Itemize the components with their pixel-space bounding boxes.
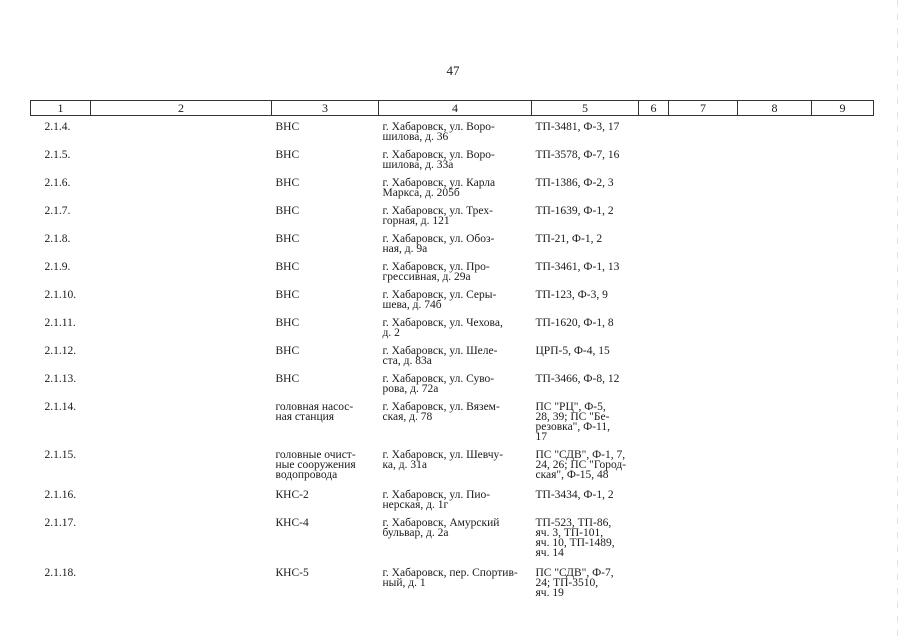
row-col8 bbox=[738, 144, 812, 172]
row-col6 bbox=[639, 312, 669, 340]
row-number bbox=[31, 396, 91, 444]
row-col2 bbox=[91, 512, 272, 562]
object-name bbox=[272, 256, 379, 284]
row-col7 bbox=[669, 116, 738, 144]
row-col8 bbox=[738, 172, 812, 200]
object-address bbox=[379, 340, 532, 368]
object-name-text: ВНС bbox=[275, 316, 300, 329]
object-address-text: г. Хабаровск, ул. Суво- рова, д. 72а bbox=[382, 372, 495, 395]
row-col8 bbox=[738, 396, 812, 444]
object-name-text: ВНС bbox=[275, 288, 300, 301]
power-source bbox=[532, 256, 639, 284]
row-col7 bbox=[669, 340, 738, 368]
object-name bbox=[272, 340, 379, 368]
power-source bbox=[532, 172, 639, 200]
row-col6 bbox=[639, 484, 669, 512]
object-name bbox=[272, 228, 379, 256]
row-col9 bbox=[812, 228, 874, 256]
object-name-text: ВНС bbox=[275, 176, 300, 189]
row-number-text: 2.1.18. bbox=[44, 566, 77, 579]
row-col2 bbox=[91, 562, 272, 602]
row-col8 bbox=[738, 200, 812, 228]
column-number: 4 bbox=[379, 101, 532, 116]
object-name bbox=[272, 368, 379, 396]
row-col7 bbox=[669, 368, 738, 396]
row-number bbox=[31, 172, 91, 200]
power-source-text: ТП-3481, Ф-3, 17 bbox=[535, 121, 620, 133]
object-address bbox=[379, 228, 532, 256]
row-col6 bbox=[639, 284, 669, 312]
row-number bbox=[31, 484, 91, 512]
row-number-text: 2.1.14. bbox=[44, 400, 77, 413]
table-row bbox=[31, 512, 874, 562]
row-col2 bbox=[91, 116, 272, 144]
row-col8 bbox=[738, 340, 812, 368]
row-col9 bbox=[812, 562, 874, 602]
row-col7 bbox=[669, 284, 738, 312]
power-source-text: ТП-21, Ф-1, 2 bbox=[535, 232, 603, 245]
column-number: 3 bbox=[272, 101, 379, 116]
power-source-text: ТП-3578, Ф-7, 16 bbox=[535, 148, 620, 161]
row-number-text: 2.1.9. bbox=[44, 260, 71, 273]
object-address-text: г. Хабаровск, ул. Воро- шилова, д. 36 bbox=[382, 121, 495, 143]
column-number-row bbox=[31, 101, 874, 116]
row-col9 bbox=[812, 368, 874, 396]
row-col7 bbox=[669, 562, 738, 602]
object-address-text: г. Хабаровск, ул. Про- грессивная, д. 29а bbox=[382, 260, 490, 283]
row-col6 bbox=[639, 512, 669, 562]
row-number bbox=[31, 256, 91, 284]
object-address bbox=[379, 116, 532, 144]
row-col6 bbox=[639, 200, 669, 228]
power-source-text: ТП-3434, Ф-1, 2 bbox=[535, 488, 614, 501]
row-col8 bbox=[738, 228, 812, 256]
row-col2 bbox=[91, 144, 272, 172]
power-source-text: ПС "СДВ", Ф-7, 24; ТП-3510, яч. 19 bbox=[535, 566, 614, 599]
row-col8 bbox=[738, 562, 812, 602]
power-source-text: ПС "РЦ", Ф-5, 28, 39; ПС "Бе- резовка", Ф-11, 17 bbox=[535, 400, 610, 443]
row-col7 bbox=[669, 512, 738, 562]
row-col2 bbox=[91, 312, 272, 340]
table-row bbox=[31, 144, 874, 172]
row-col6 bbox=[639, 340, 669, 368]
row-number-text: 2.1.5. bbox=[44, 148, 71, 161]
object-address-text: г. Хабаровск, ул. Вязем- ская, д. 78 bbox=[382, 400, 500, 423]
row-col9 bbox=[812, 144, 874, 172]
row-col7 bbox=[669, 256, 738, 284]
row-col9 bbox=[812, 512, 874, 562]
row-col7 bbox=[669, 228, 738, 256]
column-number: 1 bbox=[31, 101, 91, 116]
row-col9 bbox=[812, 396, 874, 444]
object-name bbox=[272, 484, 379, 512]
power-source bbox=[532, 284, 639, 312]
row-col9 bbox=[812, 200, 874, 228]
row-col7 bbox=[669, 484, 738, 512]
object-address bbox=[379, 562, 532, 602]
object-address bbox=[379, 200, 532, 228]
row-number bbox=[31, 368, 91, 396]
row-number bbox=[31, 444, 91, 484]
row-col2 bbox=[91, 284, 272, 312]
row-col8 bbox=[738, 312, 812, 340]
row-number-text: 2.1.13. bbox=[44, 372, 77, 385]
row-col2 bbox=[91, 368, 272, 396]
object-address-text: г. Хабаровск, ул. Карла Маркса, д. 205б bbox=[382, 176, 496, 199]
row-col8 bbox=[738, 512, 812, 562]
object-name-text: ВНС bbox=[275, 204, 300, 217]
row-col6 bbox=[639, 444, 669, 484]
object-name-text: ВНС bbox=[275, 121, 300, 133]
object-address-text: г. Хабаровск, ул. Трех- горная, д. 121 bbox=[382, 204, 493, 227]
row-number-text: 2.1.6. bbox=[44, 176, 71, 189]
row-col9 bbox=[812, 312, 874, 340]
row-col7 bbox=[669, 172, 738, 200]
column-number: 6 bbox=[639, 101, 669, 116]
scan-edge-mark bbox=[897, 0, 898, 640]
table-row bbox=[31, 228, 874, 256]
object-name-text: ВНС bbox=[275, 148, 300, 161]
table-row bbox=[31, 444, 874, 484]
row-col7 bbox=[669, 396, 738, 444]
power-source bbox=[532, 484, 639, 512]
row-col7 bbox=[669, 144, 738, 172]
object-address bbox=[379, 512, 532, 562]
power-source-text: ТП-1386, Ф-2, 3 bbox=[535, 176, 614, 189]
row-col2 bbox=[91, 200, 272, 228]
object-address-text: г. Хабаровск, ул. Воро- шилова, д. 33а bbox=[382, 148, 495, 171]
object-address bbox=[379, 144, 532, 172]
row-col2 bbox=[91, 340, 272, 368]
row-col8 bbox=[738, 368, 812, 396]
row-number-text: 2.1.17. bbox=[44, 516, 77, 529]
column-number: 2 bbox=[91, 101, 272, 116]
row-col6 bbox=[639, 116, 669, 144]
row-col9 bbox=[812, 284, 874, 312]
table-row bbox=[31, 396, 874, 444]
power-source-text: ТП-3461, Ф-1, 13 bbox=[535, 260, 620, 273]
row-number-text: 2.1.8. bbox=[44, 232, 71, 245]
row-col8 bbox=[738, 484, 812, 512]
object-address-text: г. Хабаровск, ул. Пио- нерская, д. 1г bbox=[382, 488, 491, 511]
table-row bbox=[31, 116, 874, 144]
power-source bbox=[532, 562, 639, 602]
row-col6 bbox=[639, 144, 669, 172]
power-source-text: ТП-3466, Ф-8, 12 bbox=[535, 372, 620, 385]
row-col6 bbox=[639, 256, 669, 284]
object-name-text: ВНС bbox=[275, 344, 300, 357]
table-row bbox=[31, 312, 874, 340]
row-number-text: 2.1.11. bbox=[44, 316, 76, 329]
power-source bbox=[532, 512, 639, 562]
object-address bbox=[379, 396, 532, 444]
table-row bbox=[31, 284, 874, 312]
power-source-text: ТП-523, ТП-86, яч. 3, ТП-101, яч. 10, ТП-1489, яч. 14 bbox=[535, 516, 615, 559]
row-number-text: 2.1.15. bbox=[44, 448, 77, 461]
row-number-text: 2.1.7. bbox=[44, 204, 71, 217]
row-col9 bbox=[812, 172, 874, 200]
row-col9 bbox=[812, 116, 874, 144]
object-name bbox=[272, 116, 379, 144]
row-col8 bbox=[738, 444, 812, 484]
row-number bbox=[31, 200, 91, 228]
object-name bbox=[272, 444, 379, 484]
row-col6 bbox=[639, 172, 669, 200]
row-number bbox=[31, 228, 91, 256]
row-col2 bbox=[91, 172, 272, 200]
row-col8 bbox=[738, 284, 812, 312]
row-number-text: 2.1.16. bbox=[44, 488, 77, 501]
object-name bbox=[272, 562, 379, 602]
object-address bbox=[379, 484, 532, 512]
power-source bbox=[532, 116, 639, 144]
row-col2 bbox=[91, 256, 272, 284]
object-address-text: г. Хабаровск, ул. Обоз- ная, д. 9а bbox=[382, 232, 495, 255]
page-number: 47 bbox=[446, 63, 460, 78]
object-name-text: ВНС bbox=[275, 232, 300, 245]
object-name-text: КНС-2 bbox=[275, 488, 309, 501]
object-name bbox=[272, 172, 379, 200]
row-col9 bbox=[812, 484, 874, 512]
object-name bbox=[272, 200, 379, 228]
column-number: 9 bbox=[812, 101, 874, 116]
object-address bbox=[379, 172, 532, 200]
power-source-text: ПС "СДВ", Ф-1, 7, 24, 26; ПС "Город- ская", Ф-15, 48 bbox=[535, 448, 627, 481]
table-row bbox=[31, 562, 874, 602]
object-address bbox=[379, 368, 532, 396]
row-number-text: 2.1.10. bbox=[44, 288, 77, 301]
row-col7 bbox=[669, 312, 738, 340]
object-name bbox=[272, 512, 379, 562]
row-number bbox=[31, 312, 91, 340]
object-name bbox=[272, 144, 379, 172]
table-body bbox=[31, 116, 874, 602]
power-source bbox=[532, 340, 639, 368]
row-number bbox=[31, 284, 91, 312]
object-address-text: г. Хабаровск, Амурский бульвар, д. 2а bbox=[382, 516, 500, 539]
table-row bbox=[31, 340, 874, 368]
object-name-text: ВНС bbox=[275, 260, 300, 273]
object-address-text: г. Хабаровск, ул. Серы- шева, д. 74б bbox=[382, 288, 497, 311]
data-table bbox=[30, 100, 874, 602]
table-row bbox=[31, 484, 874, 512]
row-col9 bbox=[812, 444, 874, 484]
object-name bbox=[272, 396, 379, 444]
object-name bbox=[272, 284, 379, 312]
power-source-text: ТП-123, Ф-3, 9 bbox=[535, 288, 608, 301]
row-col8 bbox=[738, 116, 812, 144]
power-source-text: ТП-1620, Ф-1, 8 bbox=[535, 316, 614, 329]
row-number bbox=[31, 144, 91, 172]
row-col6 bbox=[639, 562, 669, 602]
row-number bbox=[31, 562, 91, 602]
table-row bbox=[31, 256, 874, 284]
row-col9 bbox=[812, 340, 874, 368]
row-col7 bbox=[669, 200, 738, 228]
power-source bbox=[532, 396, 639, 444]
power-source-text: ТП-1639, Ф-1, 2 bbox=[535, 204, 614, 217]
row-number bbox=[31, 116, 91, 144]
object-name-text: головная насос- ная станция bbox=[275, 400, 354, 423]
row-number-text: 2.1.12. bbox=[44, 344, 77, 357]
table-row bbox=[31, 172, 874, 200]
object-address-text: г. Хабаровск, ул. Шеле- ста, д. 83а bbox=[382, 344, 498, 367]
power-source bbox=[532, 144, 639, 172]
power-source bbox=[532, 368, 639, 396]
column-number: 7 bbox=[669, 101, 738, 116]
object-address-text: г. Хабаровск, ул. Шевчу- ка, д. 31а bbox=[382, 448, 504, 471]
row-col7 bbox=[669, 444, 738, 484]
object-address-text: г. Хабаровск, ул. Чехова, д. 2 bbox=[382, 316, 503, 339]
power-source bbox=[532, 200, 639, 228]
power-source-text: ЦРП-5, Ф-4, 15 bbox=[535, 344, 610, 357]
power-source bbox=[532, 312, 639, 340]
column-number: 5 bbox=[532, 101, 639, 116]
row-col2 bbox=[91, 444, 272, 484]
row-col8 bbox=[738, 256, 812, 284]
object-name-text: ВНС bbox=[275, 372, 300, 385]
row-col2 bbox=[91, 228, 272, 256]
object-name-text: головные очист- ные сооружения водопровода bbox=[275, 448, 356, 481]
object-address bbox=[379, 444, 532, 484]
object-name bbox=[272, 312, 379, 340]
object-address bbox=[379, 284, 532, 312]
row-number-text: 2.1.4. bbox=[44, 121, 71, 133]
row-col6 bbox=[639, 228, 669, 256]
object-name-text: КНС-5 bbox=[275, 566, 309, 579]
column-number: 8 bbox=[738, 101, 812, 116]
table-row bbox=[31, 368, 874, 396]
object-address bbox=[379, 256, 532, 284]
object-address-text: г. Хабаровск, пер. Спортив- ный, д. 1 bbox=[382, 566, 518, 589]
row-col2 bbox=[91, 484, 272, 512]
row-col6 bbox=[639, 368, 669, 396]
row-col9 bbox=[812, 256, 874, 284]
row-col2 bbox=[91, 396, 272, 444]
power-source bbox=[532, 228, 639, 256]
row-number bbox=[31, 340, 91, 368]
object-address bbox=[379, 312, 532, 340]
object-name-text: КНС-4 bbox=[275, 516, 309, 529]
row-number bbox=[31, 512, 91, 562]
row-col6 bbox=[639, 396, 669, 444]
table-row bbox=[31, 200, 874, 228]
power-source bbox=[532, 444, 639, 484]
